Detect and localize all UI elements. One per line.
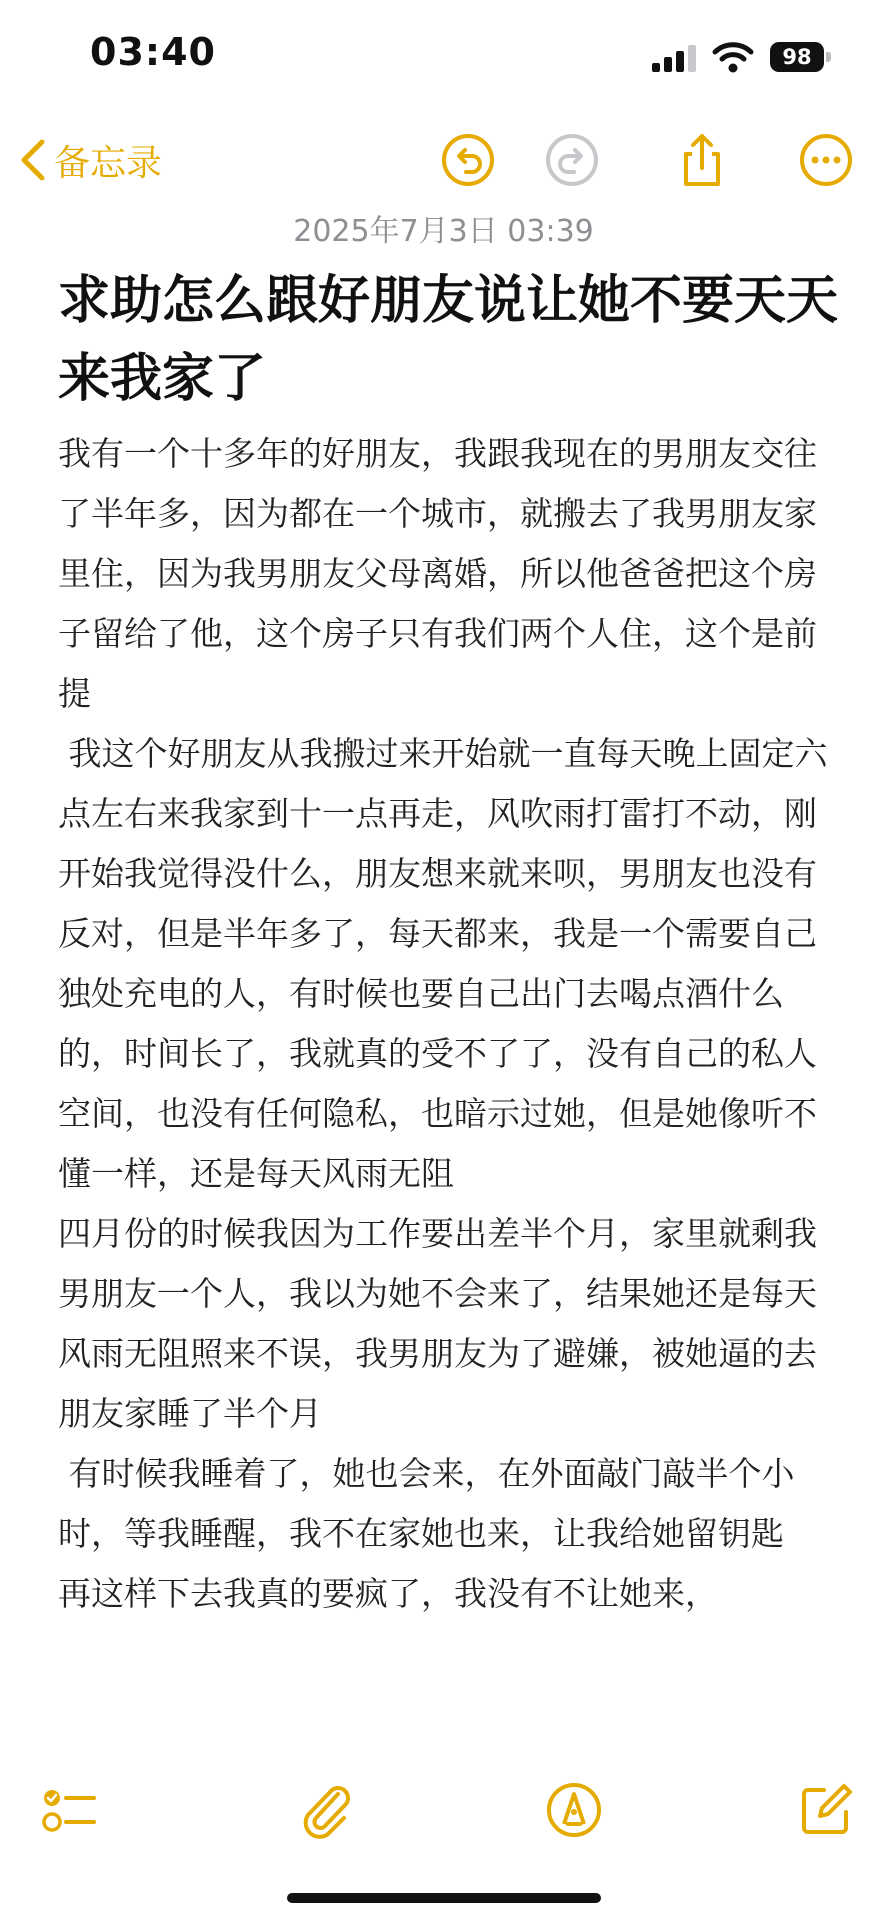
wifi-icon <box>712 40 754 74</box>
compose-icon[interactable] <box>796 1780 856 1840</box>
back-button[interactable] <box>18 130 162 190</box>
note-content[interactable] <box>58 262 848 1624</box>
redo-icon[interactable] <box>542 130 602 190</box>
undo-icon[interactable] <box>438 130 498 190</box>
cellular-signal-icon <box>650 44 700 74</box>
note-date: 2025年7月3日 03:39 <box>293 214 594 249</box>
battery-level: 98 <box>770 42 824 72</box>
note-body <box>58 424 848 1624</box>
note-paragraph: 我有一个十多年的好朋友，我跟我现在的男朋友交往了半年多，因为都在一个城市，就搬去了我男朋友家里住，因为我男朋友父母离婚，所以他爸爸把这个房子留给了他，这个房子只有我们两个人住，这个是前提 <box>58 434 817 713</box>
home-indicator[interactable] <box>287 1893 601 1903</box>
back-label: 备忘录 <box>54 142 163 184</box>
checklist-icon[interactable] <box>38 1780 98 1840</box>
note-toolbar <box>0 120 887 200</box>
markup-pen-icon[interactable] <box>544 1780 604 1840</box>
status-time: 03:40 <box>90 30 216 74</box>
note-paragraph: 再这样下去我真的要疯了，我没有不让她来， <box>58 1574 718 1613</box>
note-paragraph: 四月份的时候我因为工作要出差半个月，家里就剩我男朋友一个人，我以为她不会来了，结果她还是每天风雨无阻照来不误，我男朋友为了避嫌，被她逼的去朋友家睡了半个月 <box>58 1214 817 1433</box>
battery-cap <box>826 52 831 62</box>
status-bar <box>0 0 887 110</box>
battery-indicator <box>770 42 832 72</box>
chevron-left-icon <box>18 138 48 182</box>
note-title: 求助怎么跟好朋友说让她不要天天来我家了 <box>58 271 839 409</box>
paperclip-icon[interactable] <box>296 1780 356 1840</box>
note-paragraph: 我这个好朋友从我搬过来开始就一直每天晚上固定六点左右来我家到十一点再走，风吹雨打雷打不动，刚开始我觉得没什么，朋友想来就来呗，男朋友也没有反对，但是半年多了，每天都来，我是一个需要自己独处充电的人，有时候也要自己出门去喝点酒什么的，时间长了，我就真的受不了了，没有自己的私人空间，也没有任何隐私，也暗示过她，但是她像听不懂一样，还是每天风雨无阻 <box>58 734 828 1193</box>
share-icon[interactable] <box>672 130 732 190</box>
note-paragraph: 有时候我睡着了，她也会来，在外面敲门敲半个小时，等我睡醒，我不在家她也来，让我给她留钥匙 <box>58 1454 795 1553</box>
more-icon[interactable] <box>796 130 856 190</box>
